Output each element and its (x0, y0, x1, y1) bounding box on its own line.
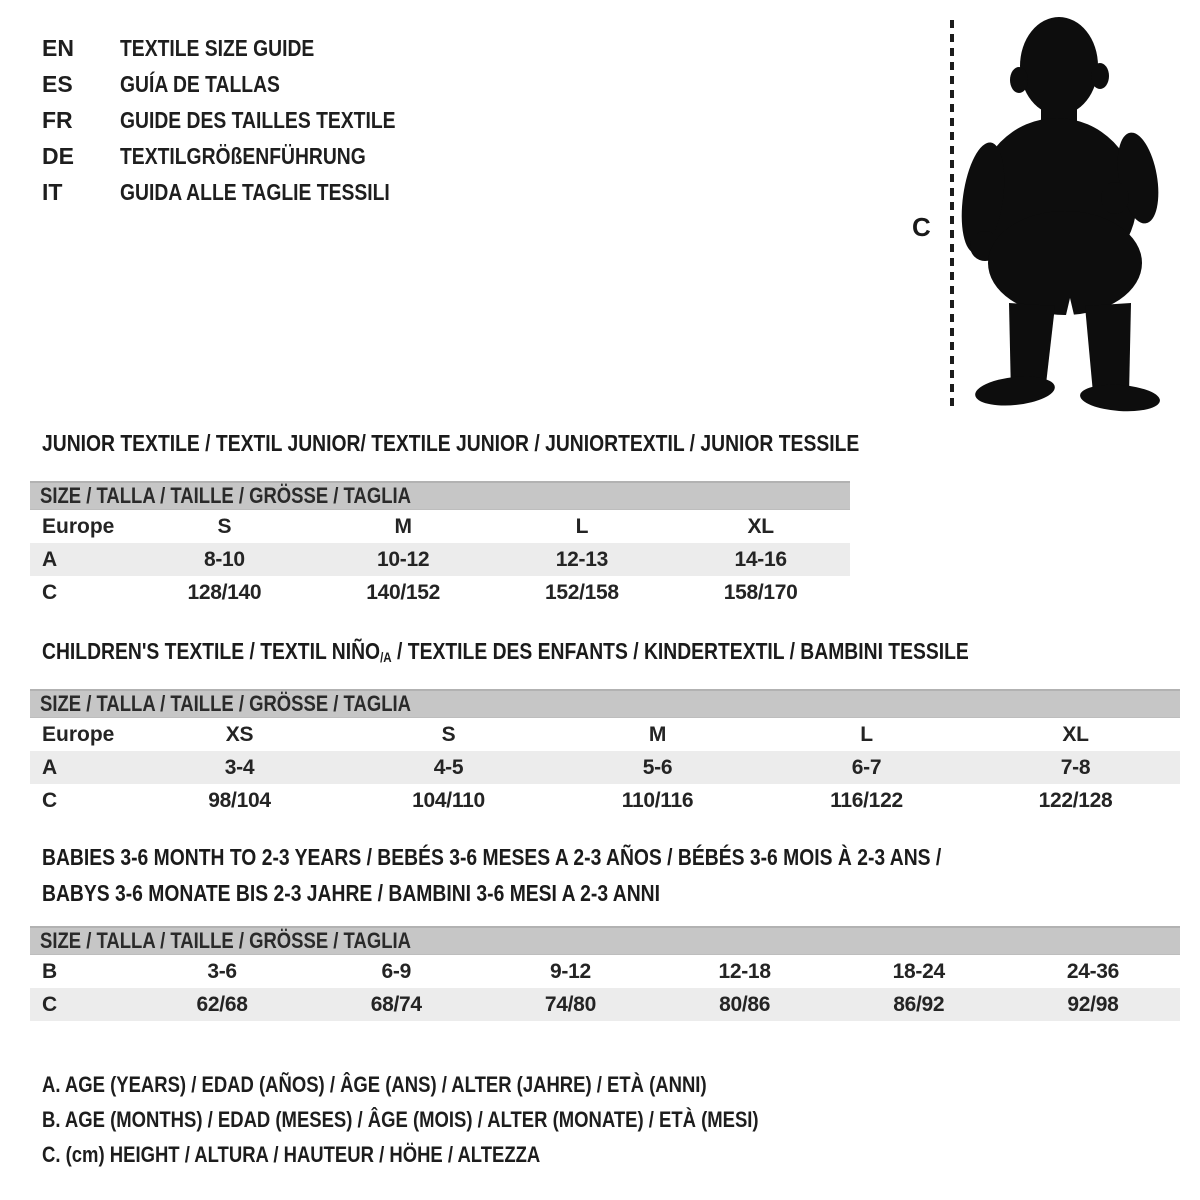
size-header-bar: SIZE / TALLA / TAILLE / GRÖSSE / TAGLIA (30, 689, 1180, 718)
value-cell: 4-5 (433, 755, 464, 779)
height-measure-label: C (912, 212, 931, 242)
size-cell: S (217, 514, 232, 538)
value-cell: 104/110 (412, 788, 485, 812)
value-cell: 3-4 (224, 755, 255, 779)
size-cell: M (648, 722, 667, 746)
junior-size-table (30, 481, 850, 609)
babies-size-table (30, 926, 1180, 1021)
junior-section-title: JUNIOR TEXTILE / TEXTIL JUNIOR/ TEXTILE JUNIOR / JUNIORTEXTIL / JUNIOR TESSILE (42, 430, 860, 456)
table-row-height (30, 988, 1180, 1021)
language-row-es (42, 66, 448, 102)
children-size-table (30, 689, 1180, 817)
guide-title-en: TEXTILE SIZE GUIDE (120, 34, 315, 61)
toddler-silhouette-shape (955, 17, 1164, 413)
value-cell: 80/86 (719, 992, 771, 1016)
row-label: Europe (42, 722, 115, 746)
guide-title-es: GUÍA DE TALLAS (120, 70, 280, 97)
row-label: A (42, 547, 58, 571)
row-label: C (42, 788, 58, 812)
guide-title-fr: GUIDE DES TAILLES TEXTILE (120, 106, 396, 133)
value-cell: 3-6 (207, 959, 237, 983)
language-row-fr (42, 102, 448, 138)
title-subscript: /A (380, 650, 392, 666)
value-cell: 6-9 (381, 959, 411, 983)
children-section-title: CHILDREN'S TEXTILE / TEXTIL NIÑO/A / TEXTILE DES ENFANTS / KINDERTEXTIL / BAMBINI TESSILE (42, 638, 969, 666)
size-cell: XL (1062, 722, 1089, 746)
value-cell: 116/122 (830, 788, 903, 812)
size-cell: S (441, 722, 456, 746)
value-cell: 12-13 (555, 547, 608, 571)
babies-section-title-line1: BABIES 3-6 MONTH TO 2-3 YEARS / BEBÉS 3-6 MESES A 2-3 AÑOS / BÉBÉS 3-6 MOIS À 2-3 ANS / (42, 844, 942, 870)
value-cell: 74/80 (544, 992, 596, 1016)
table-row-europe (30, 718, 1180, 751)
row-label: Europe (42, 514, 115, 538)
language-code: EN (42, 34, 74, 61)
language-code: DE (42, 142, 74, 169)
value-cell: 8-10 (203, 547, 245, 571)
language-code: FR (42, 106, 73, 133)
table-row-age-months (30, 955, 1180, 988)
value-cell: 9-12 (550, 959, 591, 983)
value-cell: 14-16 (734, 547, 787, 571)
language-row-en (42, 30, 448, 66)
legend-line-a: A. AGE (YEARS) / EDAD (AÑOS) / ÂGE (ANS) / ALTER (JAHRE) / ETÀ (ANNI) (42, 1072, 707, 1097)
size-cell: L (575, 514, 589, 538)
value-cell: 18-24 (892, 959, 945, 983)
legend-line-b: B. AGE (MONTHS) / EDAD (MESES) / ÂGE (MOIS) / ALTER (MONATE) / ETÀ (MESI) (42, 1107, 759, 1132)
language-code: IT (42, 178, 63, 205)
row-label: C (42, 992, 58, 1016)
guide-title-de: TEXTILGRÖßENFÜHRUNG (120, 142, 366, 169)
value-cell: 122/128 (1038, 788, 1113, 812)
table-row-age (30, 751, 1180, 784)
value-cell: 128/140 (187, 580, 262, 604)
guide-title-it: GUIDA ALLE TAGLIE TESSILI (120, 178, 390, 205)
value-cell: 158/170 (723, 580, 798, 604)
size-cell: M (394, 514, 412, 538)
row-label: A (42, 755, 58, 779)
toddler-silhouette-icon (895, 8, 1185, 413)
size-header-bar: SIZE / TALLA / TAILLE / GRÖSSE / TAGLIA (30, 481, 850, 510)
language-row-it (42, 174, 448, 210)
size-header-bar: SIZE / TALLA / TAILLE / GRÖSSE / TAGLIA (30, 926, 1180, 955)
value-cell: 92/98 (1067, 992, 1119, 1016)
value-cell: 24-36 (1066, 959, 1120, 983)
table-row-height (30, 576, 850, 609)
size-cell: XS (225, 722, 254, 746)
language-title-list (42, 30, 448, 210)
language-code: ES (42, 70, 73, 97)
value-cell: 5-6 (642, 755, 673, 779)
value-cell: 12-18 (718, 959, 771, 983)
value-cell: 152/158 (544, 580, 619, 604)
legend-line-c: C. (cm) HEIGHT / ALTURA / HAUTEUR / HÖHE / ALTEZZA (42, 1142, 541, 1167)
row-label: C (42, 580, 58, 604)
size-cell: XL (747, 514, 774, 538)
babies-section-title-line2: BABYS 3-6 MONATE BIS 2-3 JAHRE / BAMBINI 3-6 MESI A 2-3 ANNI (42, 880, 660, 906)
table-row-height (30, 784, 1180, 817)
row-label: B (42, 959, 58, 983)
language-row-de (42, 138, 448, 174)
table-row-age (30, 543, 850, 576)
value-cell: 98/104 (208, 788, 271, 812)
value-cell: 86/92 (893, 992, 945, 1016)
value-cell: 110/116 (621, 788, 694, 812)
value-cell: 10-12 (377, 547, 430, 571)
value-cell: 7-8 (1060, 755, 1091, 779)
table-row-europe (30, 510, 850, 543)
value-cell: 6-7 (851, 755, 882, 779)
value-cell: 68/74 (370, 992, 422, 1016)
value-cell: 140/152 (366, 580, 441, 604)
value-cell: 62/68 (196, 992, 248, 1016)
size-cell: L (860, 722, 873, 746)
